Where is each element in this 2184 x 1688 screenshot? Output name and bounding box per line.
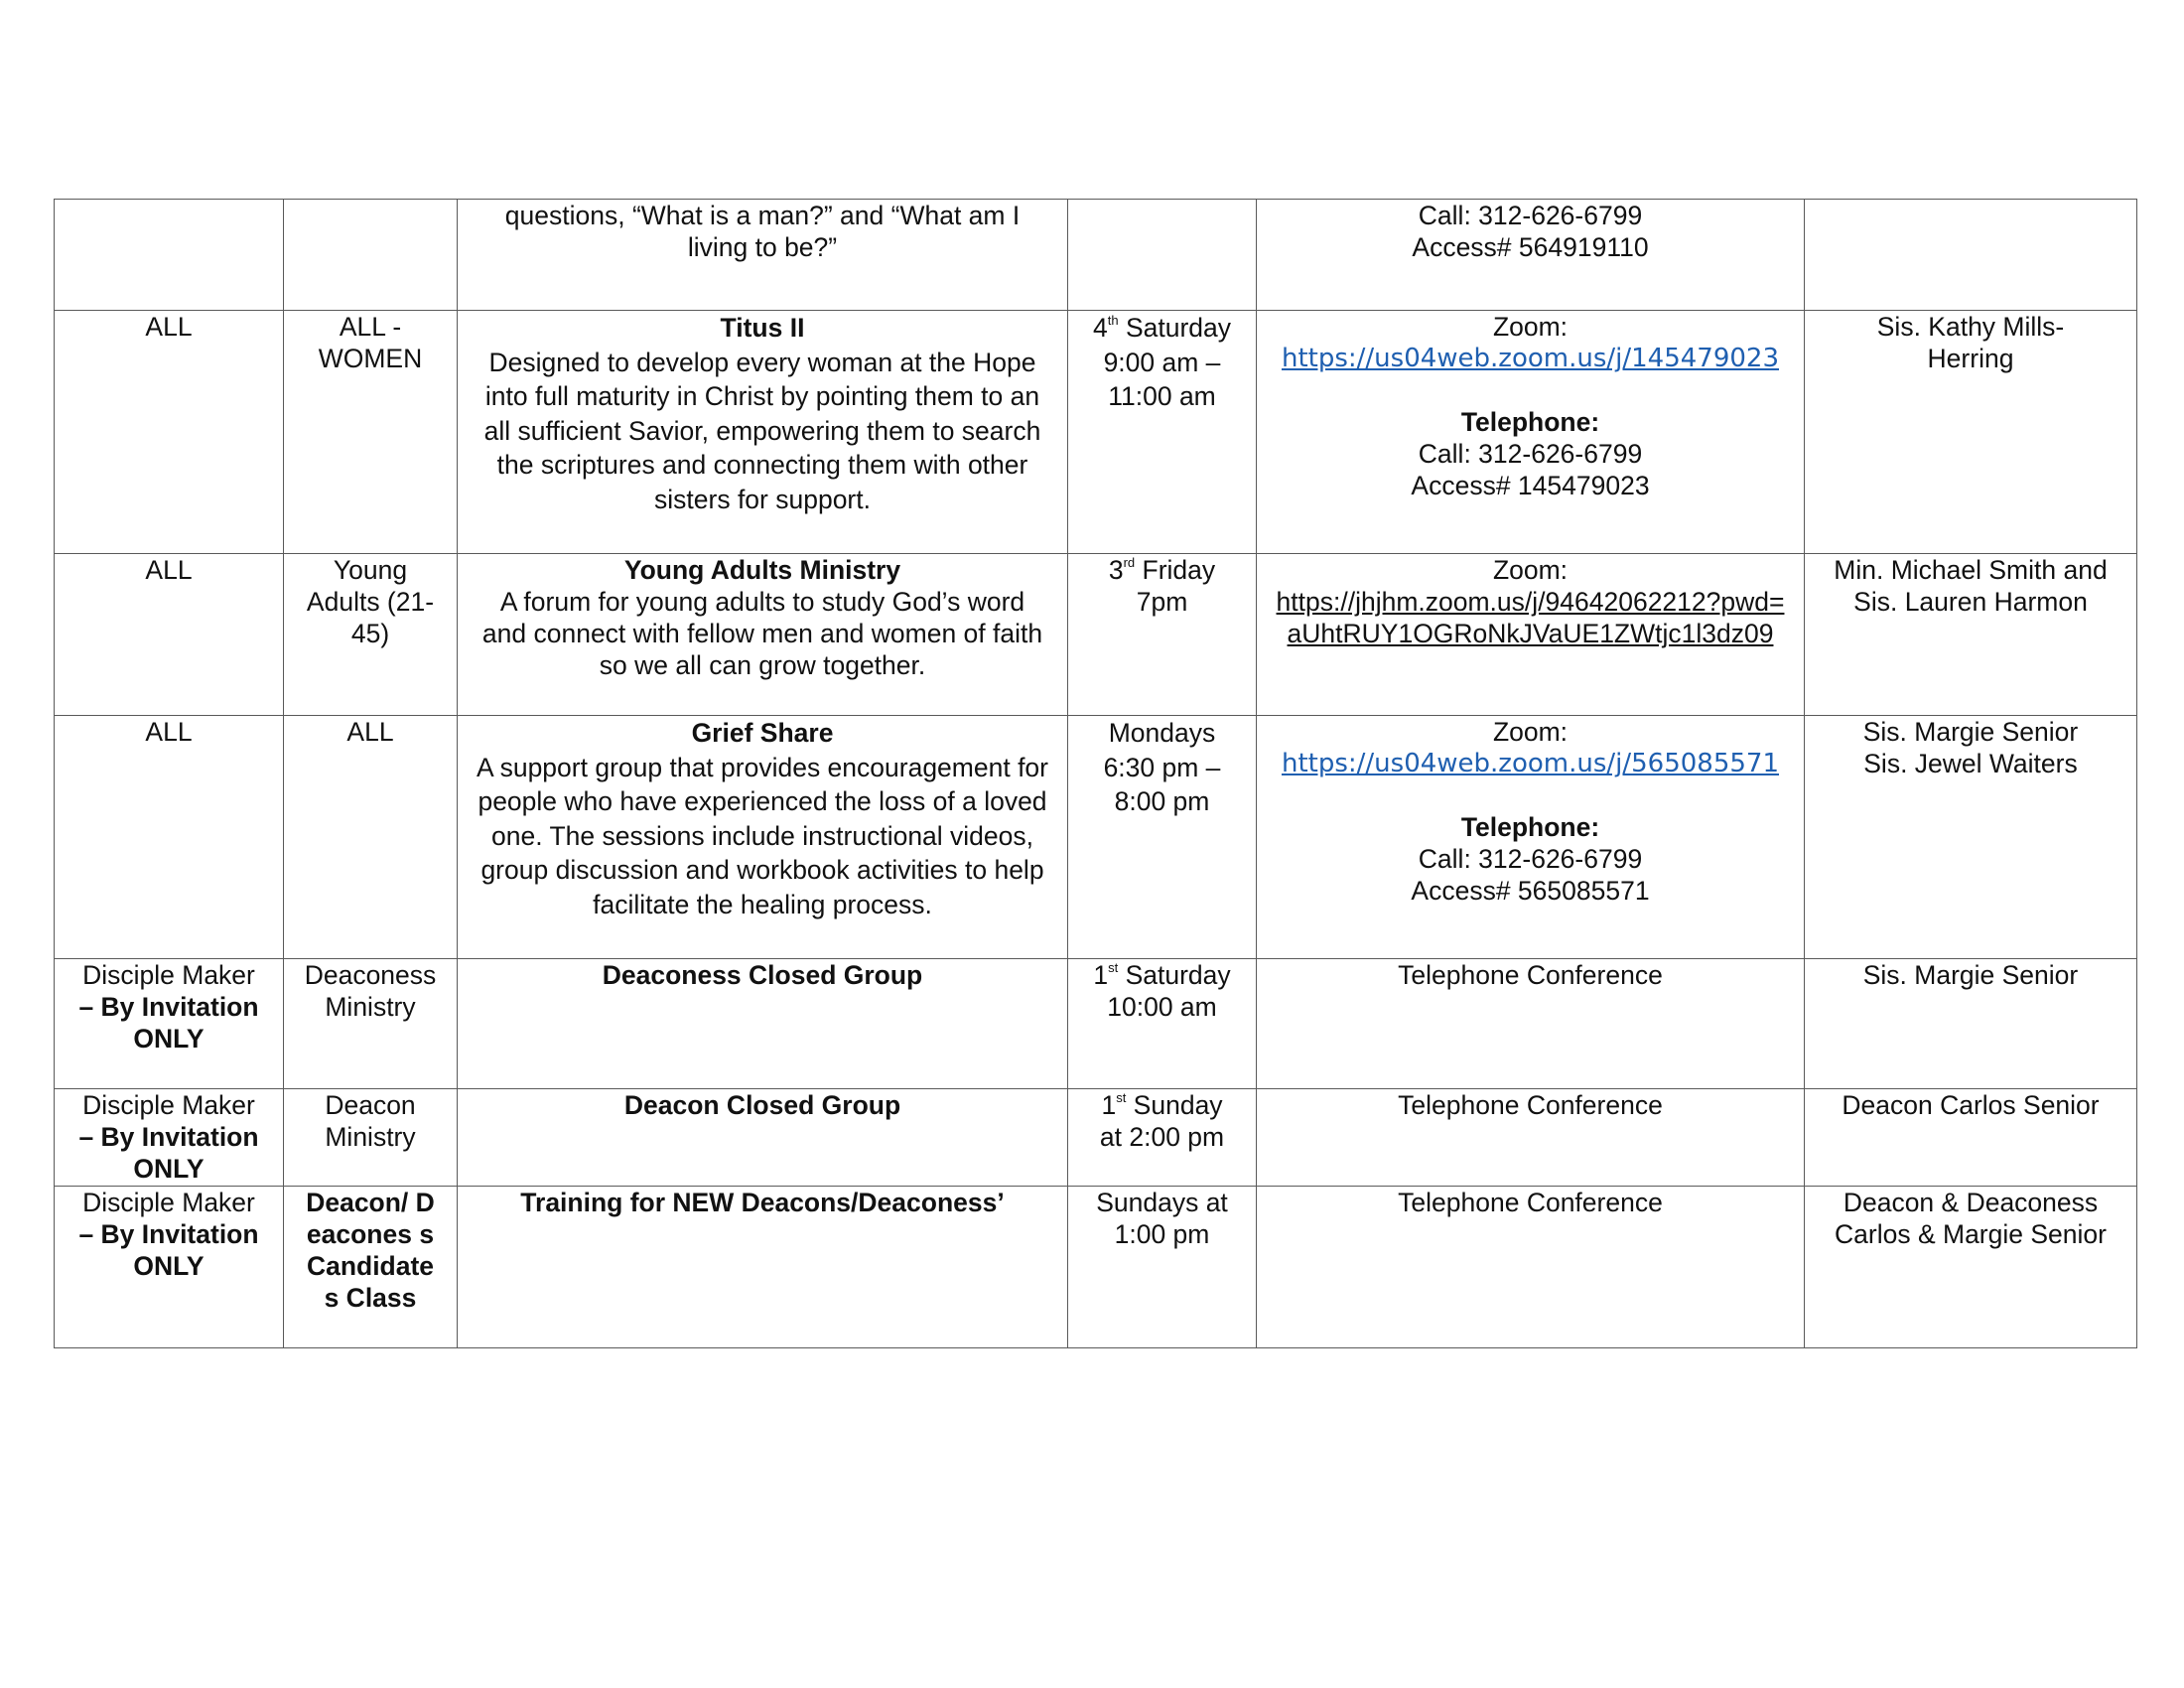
table-row bbox=[55, 311, 2137, 554]
audience-text: Disciple Maker bbox=[82, 960, 255, 990]
schedule-cell bbox=[1068, 554, 1257, 716]
group-cell bbox=[284, 311, 458, 554]
schedule-cell bbox=[1068, 716, 1257, 959]
schedule-cell bbox=[1068, 200, 1257, 311]
schedule-day: 3rd Friday bbox=[1108, 555, 1216, 585]
ministry-title: Young Adults Ministry bbox=[623, 555, 901, 585]
connection-cell bbox=[1257, 200, 1805, 311]
zoom-label: Zoom: bbox=[1492, 717, 1569, 747]
schedule-day: 1st Sunday bbox=[1101, 1090, 1223, 1120]
call-number: Call: 312-626-6799 bbox=[1418, 201, 1643, 230]
leader-cell bbox=[1805, 554, 2137, 716]
connection-cell bbox=[1257, 554, 1805, 716]
call-number: Call: 312-626-6799 bbox=[1418, 439, 1643, 469]
zoom-link[interactable]: https://us04web.zoom.us/j/565085571 bbox=[1281, 749, 1780, 778]
ministry-title: Deaconess Closed Group bbox=[602, 960, 923, 990]
zoom-label: Zoom: bbox=[1492, 312, 1569, 342]
leader-cell bbox=[1805, 200, 2137, 311]
invitation-note: – By Invitation ONLY bbox=[78, 1219, 259, 1281]
zoom-link[interactable]: https://us04web.zoom.us/j/145479023 bbox=[1281, 344, 1780, 373]
description-cell bbox=[458, 959, 1068, 1089]
table-row bbox=[55, 554, 2137, 716]
group-cell: ALL bbox=[284, 716, 458, 959]
ministry-schedule-table bbox=[54, 199, 2137, 1348]
access-code: Access# 145479023 bbox=[1411, 471, 1650, 500]
zoom-link[interactable]: https://jhjhm.zoom.us/j/94642062212?pwd=aUhtRUY1OGRoNkJVaUE1ZWtjc1l3dz09 bbox=[1276, 587, 1785, 648]
table-row bbox=[55, 200, 2137, 311]
description-cell bbox=[458, 716, 1068, 959]
schedule-time: 1:00 pm bbox=[1114, 1219, 1210, 1249]
ministry-title: Titus II bbox=[720, 313, 805, 343]
audience-text: Disciple Maker bbox=[82, 1188, 255, 1217]
zoom-label: Zoom: bbox=[1492, 555, 1569, 585]
group-text: ALL - WOMEN bbox=[318, 312, 423, 373]
ministry-title: Deacon Closed Group bbox=[623, 1090, 901, 1120]
audience-cell: ALL bbox=[55, 554, 284, 716]
group-text: Deacon/ Deacones s Candidate s Class bbox=[306, 1188, 435, 1313]
audience-text: Disciple Maker bbox=[82, 1090, 255, 1120]
audience-cell bbox=[55, 200, 284, 311]
leader-cell: Deacon Carlos Senior bbox=[1805, 1089, 2137, 1187]
ministry-title: Training for NEW Deacons/Deaconess’ bbox=[520, 1188, 1005, 1217]
group-text: Deacon Ministry bbox=[325, 1090, 416, 1152]
telephone-label: Telephone: bbox=[1460, 407, 1600, 437]
table-row bbox=[55, 1187, 2137, 1348]
schedule-time: at 2:00 pm bbox=[1099, 1122, 1225, 1152]
group-text: Deaconess Ministry bbox=[304, 960, 437, 1022]
invitation-note: – By Invitation ONLY bbox=[78, 992, 259, 1054]
connection-cell bbox=[1257, 716, 1805, 959]
schedule-day: 1st Saturday bbox=[1093, 960, 1231, 990]
description-cell bbox=[458, 1089, 1068, 1187]
schedule-cell bbox=[1068, 311, 1257, 554]
audience-cell bbox=[55, 1089, 284, 1187]
connection-cell: Telephone Conference bbox=[1257, 959, 1805, 1089]
leader-cell bbox=[1805, 1187, 2137, 1348]
description-cell bbox=[458, 311, 1068, 554]
leader-name: Sis. Jewel Waiters bbox=[1863, 749, 2078, 778]
schedule-time: 6:30 pm – 8:00 pm bbox=[1103, 752, 1221, 816]
group-cell bbox=[284, 554, 458, 716]
schedule-time: 10:00 am bbox=[1107, 992, 1217, 1022]
description-text: A support group that provides encouragement for people who have experienced the loss of a loved one. The sessions include instructional videos, group discussion and workbook activities to help facilitate the healing process. bbox=[477, 752, 1048, 919]
schedule-day: Sundays at bbox=[1096, 1188, 1228, 1217]
schedule-cell bbox=[1068, 1089, 1257, 1187]
group-text: Young Adults (21-45) bbox=[306, 555, 435, 648]
telephone-label: Telephone: bbox=[1460, 812, 1600, 842]
leader-cell bbox=[1805, 716, 2137, 959]
call-number: Call: 312-626-6799 bbox=[1418, 844, 1643, 874]
ministry-title: Grief Share bbox=[691, 718, 834, 748]
group-cell bbox=[284, 200, 458, 311]
group-cell bbox=[284, 959, 458, 1089]
schedule-cell bbox=[1068, 959, 1257, 1089]
schedule-time: 9:00 am – 11:00 am bbox=[1103, 347, 1221, 411]
schedule-day: 4th Saturday bbox=[1092, 313, 1232, 343]
description-cell bbox=[458, 200, 1068, 311]
leader-cell: Sis. Margie Senior bbox=[1805, 959, 2137, 1089]
audience-cell bbox=[55, 1187, 284, 1348]
leader-name: Sis. Kathy Mills-Herring bbox=[1876, 312, 2065, 373]
connection-cell: Telephone Conference bbox=[1257, 1089, 1805, 1187]
leader-name: Deacon & Deaconess Carlos & Margie Senior bbox=[1835, 1188, 2107, 1249]
audience-cell: ALL bbox=[55, 311, 284, 554]
leader-cell bbox=[1805, 311, 2137, 554]
access-code: Access# 565085571 bbox=[1411, 876, 1650, 906]
audience-cell bbox=[55, 959, 284, 1089]
description-cell bbox=[458, 554, 1068, 716]
description-text: questions, “What is a man?” and “What am I living to be?” bbox=[504, 201, 1021, 262]
table-row bbox=[55, 716, 2137, 959]
description-text: A forum for young adults to study God’s word and connect with fellow men and women of faith so we all can grow together. bbox=[481, 587, 1043, 680]
invitation-note: – By Invitation ONLY bbox=[78, 1122, 259, 1184]
schedule-time: 7pm bbox=[1136, 587, 1188, 617]
table-row bbox=[55, 1089, 2137, 1187]
leader-name: Sis. Margie Senior bbox=[1862, 717, 2079, 747]
connection-cell: Telephone Conference bbox=[1257, 1187, 1805, 1348]
description-text: Designed to develop every woman at the Hope into full maturity in Christ by pointing them to an all sufficient Savior, empowering them to search the scriptures and connecting them with other sisters for support. bbox=[483, 347, 1041, 514]
schedule-cell bbox=[1068, 1187, 1257, 1348]
group-cell bbox=[284, 1187, 458, 1348]
group-cell bbox=[284, 1089, 458, 1187]
audience-cell: ALL bbox=[55, 716, 284, 959]
connection-cell bbox=[1257, 311, 1805, 554]
leader-name: Min. Michael Smith and Sis. Lauren Harmon bbox=[1834, 555, 2108, 617]
schedule-day: Mondays bbox=[1108, 718, 1216, 748]
description-cell bbox=[458, 1187, 1068, 1348]
table-row bbox=[55, 959, 2137, 1089]
access-code: Access# 564919110 bbox=[1412, 232, 1649, 262]
